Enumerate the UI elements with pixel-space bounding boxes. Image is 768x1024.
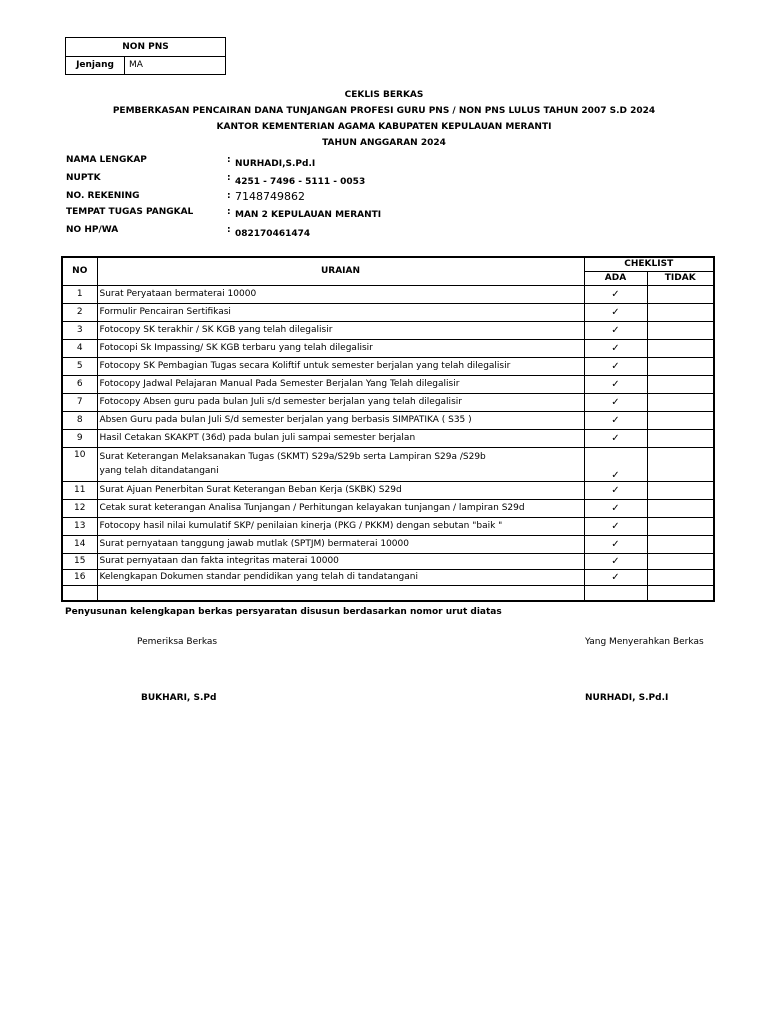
table-row [62,375,714,393]
table-row [62,321,714,339]
empty-cell [97,585,584,601]
check-mark-icon: ✓ [584,375,647,393]
nama-colon: : [227,155,231,165]
tidak-cell [647,357,714,375]
row-text: Surat Peryataan bermaterai 10000 [97,285,584,303]
status-box [65,37,226,75]
check-mark-icon: ✓ [584,535,647,553]
check-mark-icon: ✓ [584,569,647,585]
row-no: 8 [62,411,97,429]
check-mark-icon: ✓ [584,393,647,411]
row-text-multiline [97,447,584,481]
row-text: Surat Keterangan Melaksanakan Tugas (SKMT) S29a/S29b serta Lampiran S29a /S29b [99,451,486,462]
tidak-cell [647,553,714,569]
row-no: 10 [62,447,97,481]
col-checklist-header: CHEKLIST [584,257,714,271]
row-no: 6 [62,375,97,393]
table-row [62,481,714,499]
rekening-value: 7148749862 [235,190,305,203]
doc-title: CEKLIS BERKAS [344,90,424,100]
col-ada-header: ADA [584,271,647,285]
row-text: Fotocopy Absen guru pada bulan Juli s/d semester berjalan yang telah dilegalisir [97,393,584,411]
hp-value: 082170461474 [235,229,311,239]
col-tidak-header: TIDAK [647,271,714,285]
row-no: 12 [62,499,97,517]
table-row [62,517,714,535]
jenjang-value: MA [125,56,226,75]
check-mark-icon: ✓ [584,429,647,447]
table-row [62,499,714,517]
table-row [62,303,714,321]
check-mark-icon: ✓ [584,303,647,321]
tidak-cell [647,481,714,499]
row-text-continued: yang telah ditandatangani [99,465,219,476]
check-mark-icon: ✓ [584,447,647,481]
row-text: Fotocopy SK terakhir / SK KGB yang telah dilegalisir [97,321,584,339]
nuptk-colon: : [227,173,231,183]
checklist-table [61,256,715,602]
tempat-tugas-colon: : [227,207,231,217]
status-title: NON PNS [66,38,226,57]
row-no: 16 [62,569,97,585]
nama-label: NAMA LENGKAP [66,155,147,165]
office-name: KANTOR KEMENTERIAN AGAMA KABUPATEN KEPULAUAN MERANTI [216,122,552,132]
row-text: Surat pernyataan tanggung jawab mutlak (SPTJM) bermaterai 10000 [97,535,584,553]
table-row [62,411,714,429]
hp-label: NO HP/WA [66,225,119,235]
check-mark-icon: ✓ [584,553,647,569]
tidak-cell [647,517,714,535]
budget-year: TAHUN ANGGARAN 2024 [322,138,446,148]
row-no: 2 [62,303,97,321]
check-mark-icon: ✓ [584,339,647,357]
table-row [62,393,714,411]
footer-note: Penyusunan kelengkapan berkas persyaratan disusun berdasarkan nomor urut diatas [65,607,502,617]
tidak-cell [647,339,714,357]
row-no: 14 [62,535,97,553]
row-text: Fotocopy SK Pembagian Tugas secara Koliftif untuk semester berjalan yang telah dilegalisir [97,357,584,375]
table-row [62,447,714,481]
tidak-cell [647,447,714,481]
submitter-name: NURHADI, S.Pd.I [585,693,669,703]
row-text: Fotocopy Jadwal Pelajaran Manual Pada Semester Berjalan Yang Telah dilegalisir [97,375,584,393]
tidak-cell [647,411,714,429]
check-mark-icon: ✓ [584,411,647,429]
rekening-label: NO. REKENING [66,191,140,201]
table-row [62,553,714,569]
row-text: Formulir Pencairan Sertifikasi [97,303,584,321]
check-mark-icon: ✓ [584,321,647,339]
row-text: Kelengkapan Dokumen standar pendidikan yang telah di tandatangani [97,569,584,585]
table-row [62,339,714,357]
table-row [62,569,714,585]
empty-cell [647,585,714,601]
empty-cell [62,585,97,601]
tidak-cell [647,285,714,303]
tidak-cell [647,569,714,585]
empty-cell [584,585,647,601]
row-no: 1 [62,285,97,303]
table-row [62,357,714,375]
tidak-cell [647,535,714,553]
check-mark-icon: ✓ [584,517,647,535]
row-text: Fotocopi Sk Impassing/ SK KGB terbaru yang telah dilegalisir [97,339,584,357]
row-no: 9 [62,429,97,447]
row-no: 3 [62,321,97,339]
tidak-cell [647,393,714,411]
check-mark-icon: ✓ [584,481,647,499]
row-no: 13 [62,517,97,535]
table-row [62,535,714,553]
row-text: Surat Ajuan Penerbitan Surat Keterangan Beban Kerja (SKBK) S29d [97,481,584,499]
tidak-cell [647,321,714,339]
examiner-role: Pemeriksa Berkas [137,637,218,647]
row-text: Cetak surat keterangan Analisa Tunjangan / Perhitungan kelayakan tunjangan / lampiran S29d [97,499,584,517]
tempat-tugas-value: MAN 2 KEPULAUAN MERANTI [235,210,382,220]
rekening-colon: : [227,191,231,201]
nuptk-label: NUPTK [66,173,101,183]
row-no: 5 [62,357,97,375]
row-text: Surat pernyataan dan fakta integritas materai 10000 [97,553,584,569]
row-no: 7 [62,393,97,411]
nuptk-value: 4251 - 7496 - 5111 - 0053 [235,177,366,187]
examiner-name: BUKHARI, S.Pd [141,693,217,703]
tidak-cell [647,499,714,517]
table-row [62,285,714,303]
table-row [62,429,714,447]
submitter-role: Yang Menyerahkan Berkas [585,637,704,647]
doc-subtitle: PEMBERKASAN PENCAIRAN DANA TUNJANGAN PROFESI GURU PNS / NON PNS LULUS TAHUN 2007 S.D 2024 [112,106,656,116]
row-text: Absen Guru pada bulan Juli S/d semester berjalan yang berbasis SIMPATIKA ( S35 ) [97,411,584,429]
col-no-header: NO [62,257,97,285]
nama-value: NURHADI,S.Pd.I [235,159,316,169]
tidak-cell [647,429,714,447]
row-text: Fotocopy hasil nilai kumulatif SKP/ penilaian kinerja (PKG / PKKM) dengan sebutan "baik " [97,517,584,535]
tidak-cell [647,303,714,321]
hp-colon: : [227,225,231,235]
tempat-tugas-label: TEMPAT TUGAS PANGKAL [66,207,194,217]
table-row-empty [62,585,714,601]
tidak-cell [647,375,714,393]
check-mark-icon: ✓ [584,285,647,303]
check-mark-icon: ✓ [584,357,647,375]
col-uraian-header: URAIAN [97,257,584,285]
row-no: 15 [62,553,97,569]
jenjang-label: Jenjang [66,56,125,75]
row-text: Hasil Cetakan SKAKPT (36d) pada bulan juli sampai semester berjalan [97,429,584,447]
row-no: 11 [62,481,97,499]
check-mark-icon: ✓ [584,499,647,517]
row-no: 4 [62,339,97,357]
